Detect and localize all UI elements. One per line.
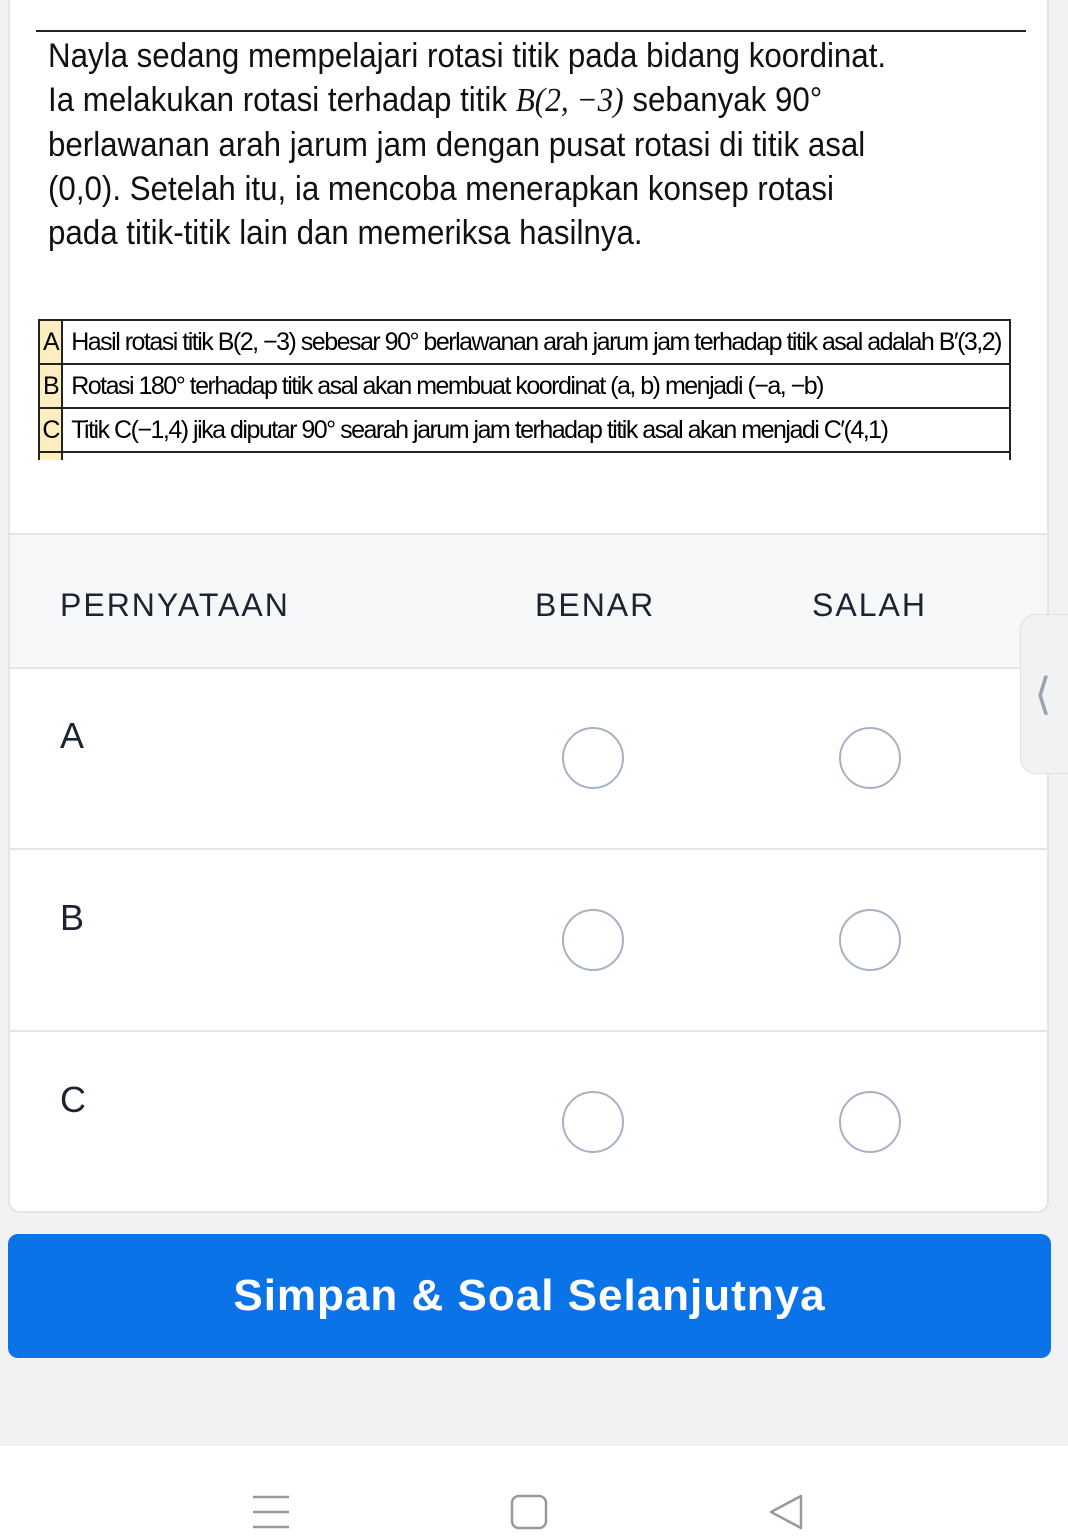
row-label: A xyxy=(60,715,85,756)
radio-benar-c[interactable] xyxy=(562,1091,624,1153)
statement-row xyxy=(39,408,1010,452)
save-next-button[interactable]: Simpan & Soal Selanjutnya xyxy=(8,1234,1051,1358)
answer-row xyxy=(10,1033,1047,1213)
radio-salah-a[interactable] xyxy=(839,727,901,789)
answer-row xyxy=(10,851,1047,1032)
chevron-left-icon: ⟨ xyxy=(1034,670,1052,719)
home-icon[interactable] xyxy=(510,1494,550,1530)
question-text-part: Ia melakukan rotasi terhadap titik xyxy=(48,81,516,119)
radio-salah-c[interactable] xyxy=(839,1091,901,1153)
statement-letter: C xyxy=(39,408,62,452)
radio-salah-b[interactable] xyxy=(839,909,901,971)
question-line: (0,0). Setelah itu, ia mencoba menerapkan konsep rotasi xyxy=(48,170,834,208)
header-benar: BENAR xyxy=(535,587,656,623)
back-icon[interactable] xyxy=(768,1494,804,1530)
system-nav-bar xyxy=(0,1446,1068,1537)
statements-table xyxy=(38,319,1011,460)
header-salah: SALAH xyxy=(812,587,927,623)
statement-text xyxy=(62,452,1010,460)
statement-text: Titik C(−1,4) jika diputar 90° searah jarum jam terhadap titik asal akan menjadi C′(4,1) xyxy=(62,408,1010,452)
question-line: pada titik-titik lain dan memeriksa hasilnya. xyxy=(48,214,643,252)
answer-row xyxy=(10,669,1047,850)
question-card xyxy=(8,0,1052,1213)
statement-text: Hasil rotasi titik B(2, −3) sebesar 90° berlawanan arah jarum jam terhadap titik asal adalah B′(3,2) xyxy=(62,320,1010,364)
answer-table-header xyxy=(10,533,1047,669)
statement-row xyxy=(39,364,1010,408)
menu-icon[interactable] xyxy=(252,1494,290,1530)
header-pernyataan: PERNYATAAN xyxy=(60,587,290,623)
math-point: B(2, −3) xyxy=(515,82,624,119)
question-line: berlawanan arah jarum jam dengan pusat rotasi di titik asal xyxy=(48,126,866,164)
statement-text: Rotasi 180° terhadap titik asal akan membuat koordinat (a, b) menjadi (−a, −b) xyxy=(62,364,1010,408)
question-line: Nayla sedang mempelajari rotasi titik pada bidang koordinat. xyxy=(48,37,887,75)
statement-letter xyxy=(39,452,62,460)
radio-benar-a[interactable] xyxy=(562,727,624,789)
row-label: C xyxy=(60,1079,86,1120)
radio-benar-b[interactable] xyxy=(562,909,624,971)
question-text-part: sebanyak 90° xyxy=(623,81,823,119)
statement-letter: B xyxy=(39,364,62,408)
statement-row-empty xyxy=(39,452,1010,460)
question-text xyxy=(48,34,1042,255)
divider xyxy=(36,30,1026,32)
statement-letter: A xyxy=(39,320,62,364)
row-label: B xyxy=(60,897,85,938)
question-line xyxy=(48,78,1042,123)
side-drawer-handle[interactable] xyxy=(1020,614,1068,774)
statement-row xyxy=(39,320,1010,364)
